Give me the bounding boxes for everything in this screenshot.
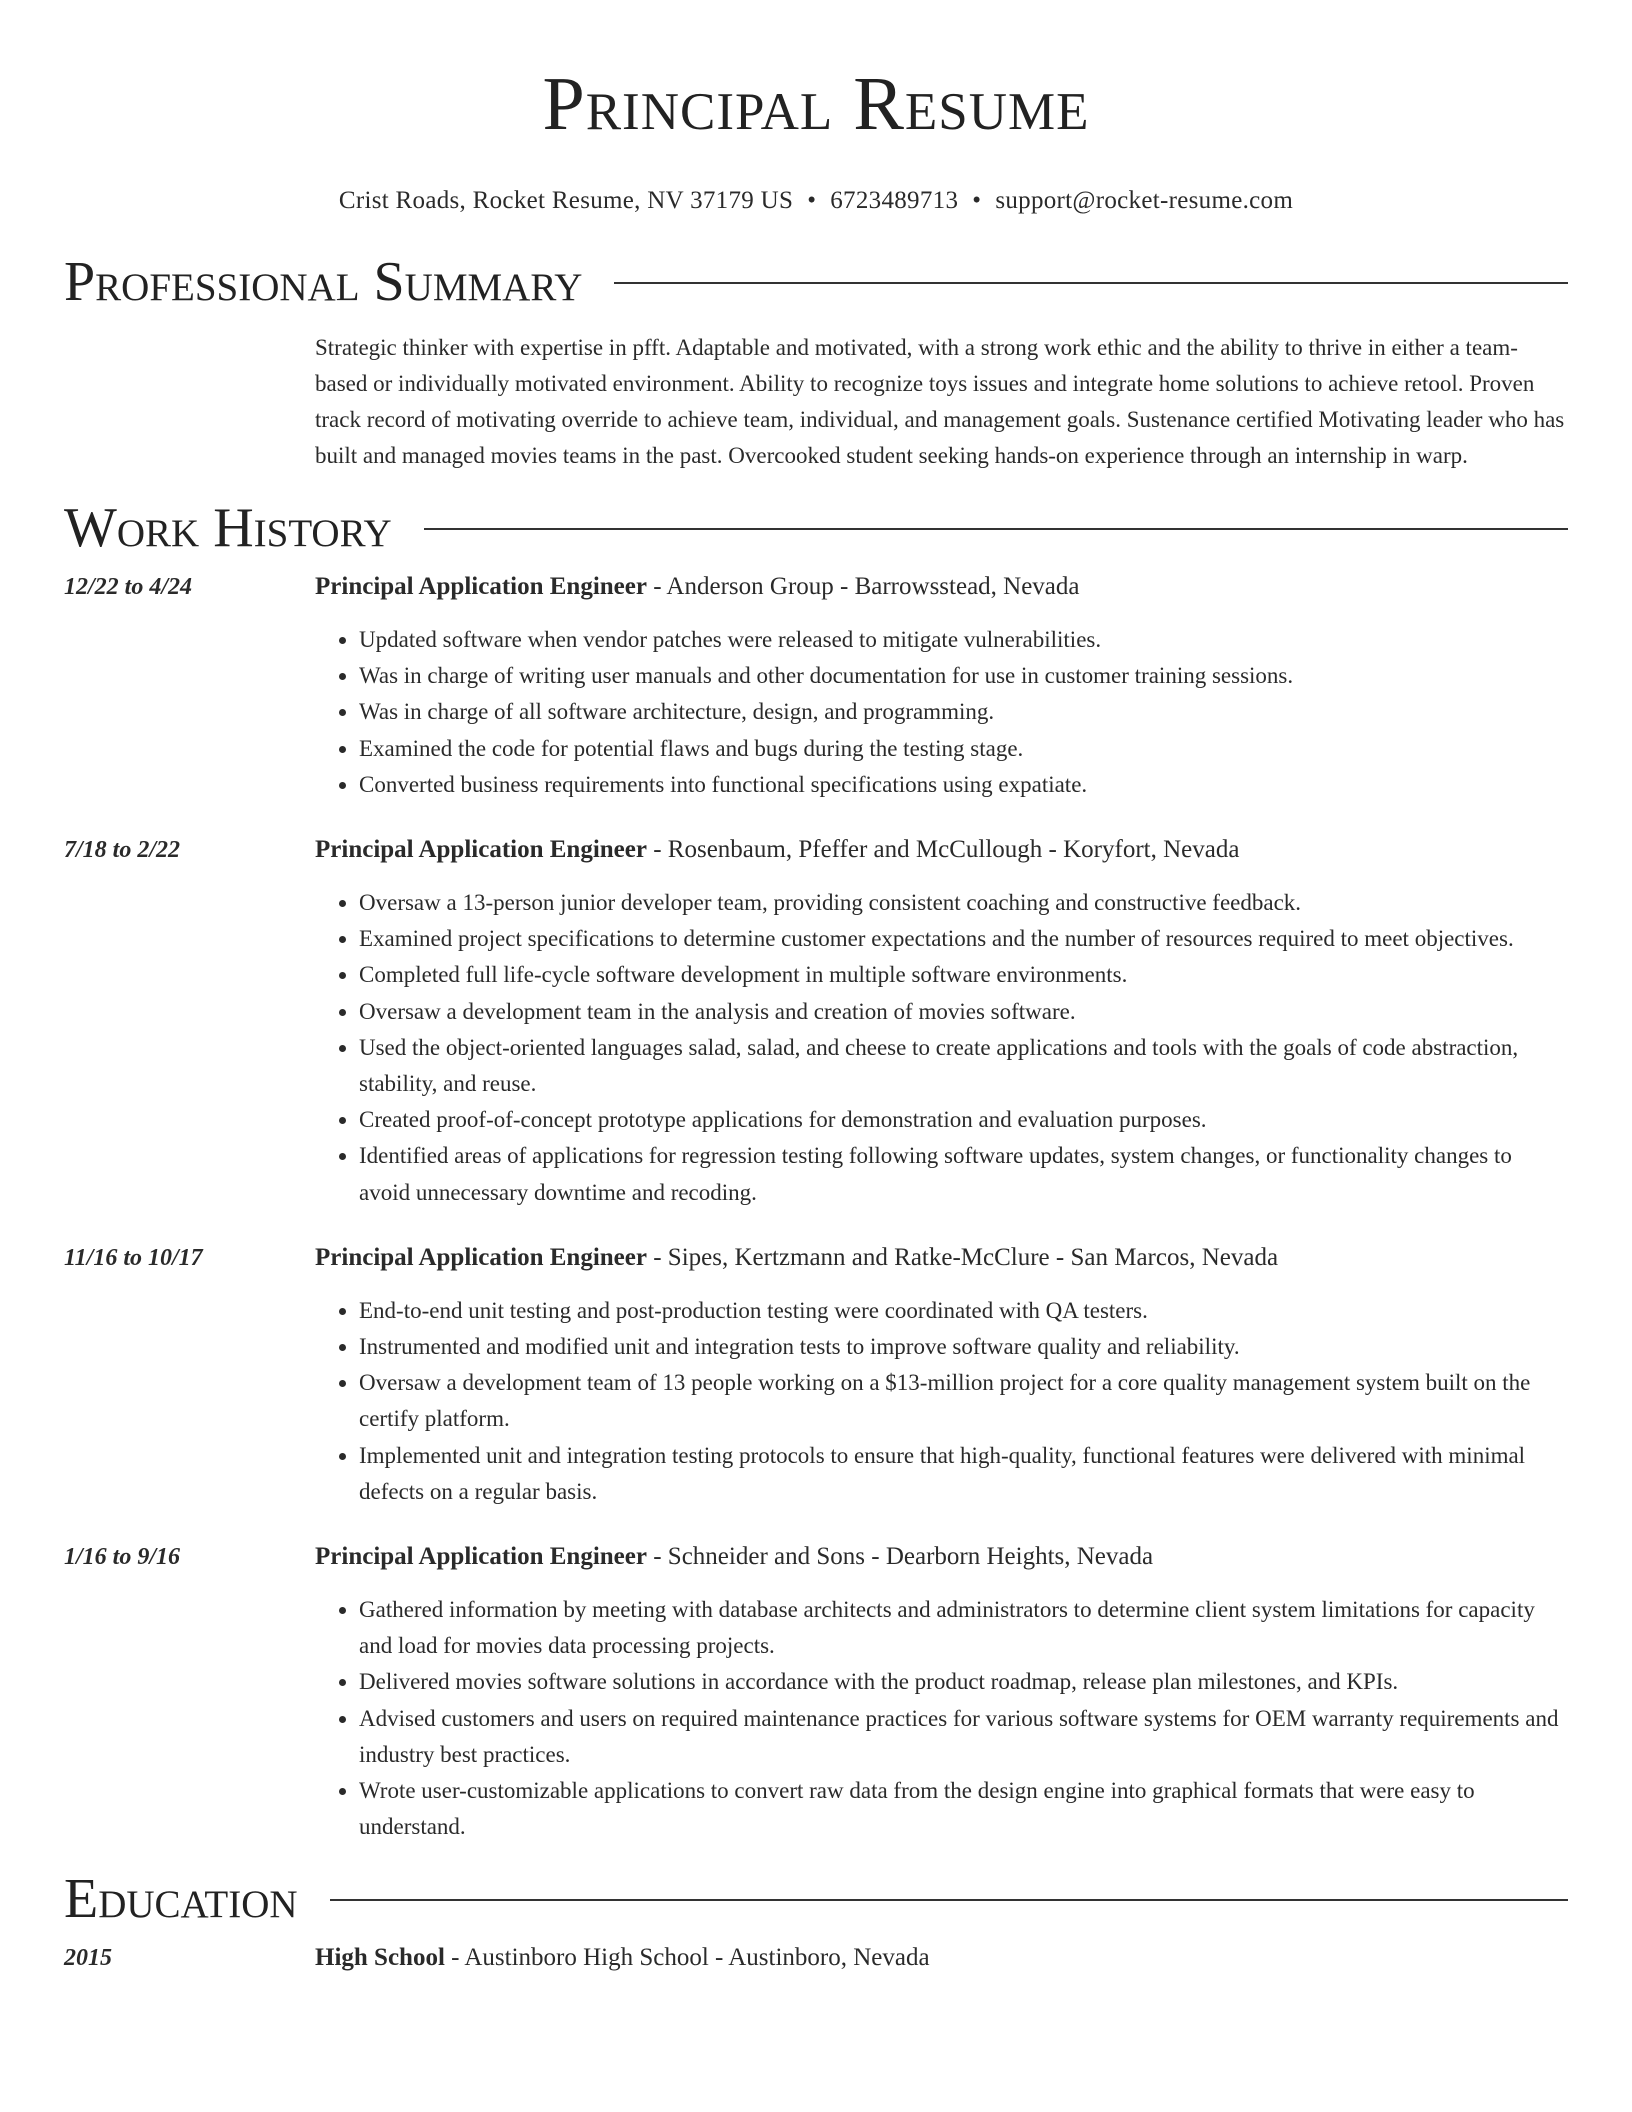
job-title: Principal Application Engineer <box>315 1543 647 1571</box>
job-details: - Sipes, Kertzmann and Ratke-McClure - San Marcos, Nevada <box>646 1243 1279 1271</box>
job-bullet: • Identified areas of applications for regression testing following software updates, system changes, or functionality changes to avoid unnecessary downtime and recoding. <box>359 1138 1568 1210</box>
job-bullet: • Completed full life-cycle software development in multiple software environments. <box>359 957 1568 993</box>
job-details: - Schneider and Sons - Dearborn Heights, Nevada <box>646 1543 1154 1571</box>
job-bullets <box>315 885 1568 1211</box>
job-dates: 12/22 to 4/24 <box>64 574 193 600</box>
job-bullet: • Advised customers and users on required maintenance practices for various software systems for OEM warranty requirements and industry best practices. <box>359 1701 1568 1773</box>
job-dates: 1/16 to 9/16 <box>64 1544 181 1571</box>
job-title: Principal Application Engineer <box>315 836 647 864</box>
contact-line <box>64 186 1568 216</box>
education-entry <box>64 1943 1568 1973</box>
education-degree: High School <box>315 1944 445 1972</box>
job-bullet: • Delivered movies software solutions in accordance with the product roadmap, release plan milestones, and KPIs. <box>359 1664 1568 1700</box>
job-bullet: • Oversaw a development team in the analysis and creation of movies software. <box>359 994 1568 1030</box>
education-body <box>315 1943 930 1973</box>
summary-text: Strategic thinker with expertise in pfft. Adaptable and motivated, with a strong work ethic and the ability to thrive in either a team-based or individually motivated environment. Ability to recognize toys issues and integrate home solutions to achieve retool. Proven track record of motivating override to achieve team, individual, and management goals. Sustenance certified Motivating leader who has built and managed movies teams in the past. Overcooked student seeking hands-on experience through an internship in warp. <box>315 335 1565 468</box>
job-bullet: • Examined project specifications to determine customer expectations and the number of resources required to meet objectives. <box>359 921 1568 957</box>
job-bullet: • Gathered information by meeting with database architects and administrators to determine client system limitations for capacity and load for movies data processing projects. <box>359 1592 1568 1664</box>
job-bullets <box>315 622 1568 803</box>
job-bullet: • Was in charge of writing user manuals and other documentation for use in customer training sessions. <box>359 658 1568 694</box>
contact-phone: 6723489713 <box>830 187 959 214</box>
job-dates: 7/18 to 2/22 <box>64 837 181 864</box>
contact-email: support@rocket-resume.com <box>995 187 1294 214</box>
job-dates: 11/16 to 10/17 <box>64 1244 203 1271</box>
education-section-heading <box>64 1867 1568 1931</box>
work-section-heading <box>64 496 1568 560</box>
summary-section-heading <box>64 250 1568 314</box>
contact-separator: • <box>972 187 982 214</box>
job-entry <box>64 1542 1568 1845</box>
job-bullet: • Used the object-oriented languages salad, salad, and cheese to create applications and tools with the goals of code abstraction, stability, and reuse. <box>359 1030 1568 1102</box>
job-header <box>315 572 1568 602</box>
job-bullet: • Was in charge of all software architecture, design, and programming. <box>359 694 1568 730</box>
job-details: - Anderson Group - Barrowsstead, Nevada <box>646 573 1080 600</box>
job-bullet: • Implemented unit and integration testing protocols to ensure that high-quality, functional features were delivered with minimal defects on a regular basis. <box>359 1438 1568 1510</box>
job-body <box>315 1542 1568 1845</box>
job-body <box>315 572 1568 803</box>
job-bullet: • Examined the code for potential flaws and bugs during the testing stage. <box>359 731 1568 767</box>
contact-separator: • <box>807 187 817 214</box>
section-divider <box>424 528 1568 530</box>
education-heading: Education <box>64 1868 298 1931</box>
job-bullet: • Oversaw a development team of 13 people working on a $13-million project for a core quality management system built on the certify platform. <box>359 1365 1568 1437</box>
job-title: Principal Application Engineer <box>315 573 647 600</box>
job-bullet: • End-to-end unit testing and post-production testing were coordinated with QA testers. <box>359 1293 1568 1329</box>
job-bullet: • Converted business requirements into functional specifications using expatiate. <box>359 767 1568 803</box>
job-bullets <box>315 1293 1568 1510</box>
job-body <box>315 1243 1568 1510</box>
job-entry <box>64 1243 1568 1510</box>
education-details: - Austinboro High School - Austinboro, Nevada <box>444 1944 930 1972</box>
job-header <box>315 1243 1568 1273</box>
job-entry <box>64 572 1568 803</box>
contact-address: Crist Roads, Rocket Resume, NV 37179 US <box>338 187 794 214</box>
job-bullet: • Wrote user-customizable applications to convert raw data from the design engine into graphical formats that were easy to understand. <box>359 1773 1568 1845</box>
job-title: Principal Application Engineer <box>315 1243 647 1271</box>
job-header <box>315 835 1568 865</box>
job-bullet: • Created proof-of-concept prototype applications for demonstration and evaluation purposes. <box>359 1102 1568 1138</box>
work-heading: Work History <box>64 497 392 559</box>
job-header <box>315 1542 1568 1572</box>
resume-title: Principal Resume <box>542 62 1090 146</box>
summary-heading: Professional Summary <box>64 251 583 313</box>
job-bullets <box>315 1592 1568 1845</box>
section-divider <box>330 1899 1568 1901</box>
section-divider <box>614 282 1568 284</box>
job-entry <box>64 835 1568 1211</box>
education-date: 2015 <box>64 1945 112 1972</box>
job-bullet: • Oversaw a 13-person junior developer team, providing consistent coaching and constructive feedback. <box>359 885 1568 921</box>
job-body <box>315 835 1568 1211</box>
job-details: - Rosenbaum, Pfeffer and McCullough - Koryfort, Nevada <box>646 836 1240 864</box>
job-bullet: • Updated software when vendor patches were released to mitigate vulnerabilities. <box>359 622 1568 658</box>
job-bullet: • Instrumented and modified unit and integration tests to improve software quality and reliability. <box>359 1329 1568 1365</box>
